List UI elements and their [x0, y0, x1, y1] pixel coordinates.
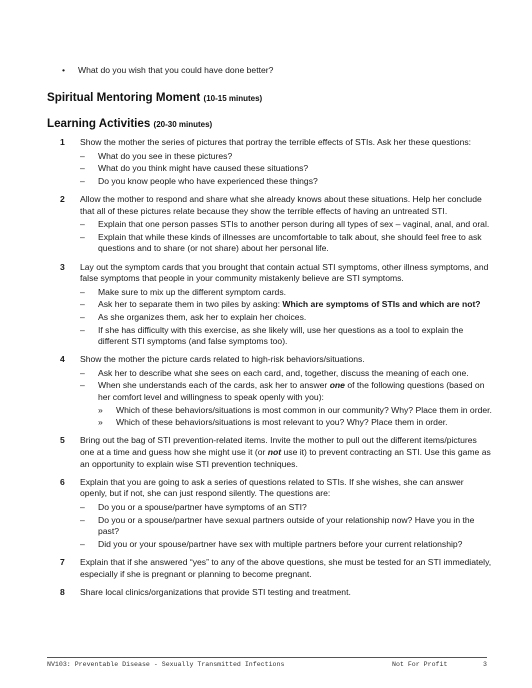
dash-marker: – [80, 380, 85, 391]
list-item [60, 587, 492, 599]
sub-item-text: If she has difficulty with this exercise, as she likely will, use her questions as a tool to explain the different STI symptoms (and false symptoms too). [98, 324, 464, 347]
sorting-question: Which are symptoms of STIs and which are not? [282, 299, 481, 310]
page-footer [47, 657, 487, 668]
item-number: 5 [60, 435, 65, 446]
list-item [60, 477, 492, 551]
list-item [60, 435, 492, 470]
item-text: Show the mother the series of pictures that portray the terrible effects of STIs. Ask her these questions: [80, 137, 472, 147]
dash-marker: – [80, 163, 85, 174]
sub-item [80, 325, 492, 348]
sub-item-text: When she understands each of the cards, ask her to answer [98, 380, 330, 391]
spiritual-heading [47, 91, 262, 104]
sub-item-text: Make sure to mix up the different symptom cards. [98, 286, 287, 297]
item-text: Allow the mother to respond and share what she already knows about these situations. Help her conclude that all of these pictures relate because they show the terrible effects of having an untreated STI. [80, 193, 482, 216]
dash-marker: – [80, 514, 85, 525]
learning-title: Learning Activities [47, 117, 151, 130]
sub-item-text: As she organizes them, ask her to explain her choices. [98, 311, 307, 322]
nested-marker: » [98, 417, 103, 428]
sub-item [80, 368, 492, 380]
sub-item [80, 287, 492, 299]
item-number: 4 [60, 354, 65, 365]
nested-sub-item [98, 405, 492, 417]
list-item [60, 262, 492, 348]
item-number: 7 [60, 556, 65, 567]
sub-item [80, 151, 492, 163]
item-number: 2 [60, 193, 65, 204]
item-text: Explain that if she answered “yes” to any of the above questions, she must be tested for an STI immediately, especially if she is pregnant or planning to become pregnant. [80, 556, 492, 579]
dash-marker: – [80, 175, 85, 186]
sub-item-text: Ask her to separate them in two piles by asking: [98, 299, 283, 310]
sub-item-text: Do you or a spouse/partner have sexual partners outside of your relationship now? Have you in the past? [98, 514, 475, 537]
dash-marker: – [80, 538, 85, 549]
sub-item-text: Ask her to describe what she sees on each card, and, together, discuss the meaning of each one. [98, 367, 469, 378]
item-number: 8 [60, 586, 65, 597]
learning-heading [47, 117, 212, 130]
item-text: Lay out the symptom cards that you brought that contain actual STI symptoms, other illness symptoms, and false symptoms that people in your community mistakenly believe are STI symptoms. [80, 261, 489, 284]
dash-marker: – [80, 150, 85, 161]
dash-marker: – [80, 299, 85, 310]
learning-duration: (20-30 minutes) [153, 120, 213, 129]
item-text: Show the mother the picture cards related to high-risk behaviors/situations. [80, 354, 365, 365]
item-number: 3 [60, 261, 65, 272]
sub-item-text: What do you see in these pictures? [98, 150, 233, 161]
sub-item-text: Do you know people who have experienced these things? [98, 175, 318, 186]
nested-sub-item-text: Which of these behaviors/situations is most common in our community? Why? Place them in order. [116, 404, 492, 415]
item-text: Share local clinics/organizations that provide STI testing and treatment. [80, 586, 351, 597]
sub-item [80, 515, 492, 538]
nested-marker: » [98, 404, 103, 415]
dash-marker: – [80, 324, 85, 335]
bullet-marker: • [62, 65, 66, 75]
sub-item [80, 312, 492, 324]
sub-item [80, 163, 492, 175]
sub-item [80, 299, 492, 311]
dash-marker: – [80, 367, 85, 378]
sub-item [80, 176, 492, 188]
sub-item [80, 380, 492, 428]
sub-item-text: Explain that one person passes STIs to another person during all types of sex – vaginal, anal, and oral. [98, 219, 490, 230]
item-number: 6 [60, 476, 65, 487]
list-item [60, 354, 492, 429]
dash-marker: – [80, 231, 85, 242]
item-text-part: Bring out the bag of STI prevention-related items. Invite the mother to pull out the different items/pictures one at a time and guess how she might use it (or [80, 435, 477, 458]
page-number: 3 [483, 661, 487, 668]
sub-item-text: What do you think might have caused these situations? [98, 163, 309, 174]
sub-item [80, 502, 492, 514]
list-item [60, 137, 492, 187]
dash-marker: – [80, 502, 85, 512]
dash-marker: – [80, 219, 85, 230]
footer-notice: Not For Profit [392, 661, 448, 668]
emphasis-one: one [329, 380, 345, 391]
sub-item [80, 539, 492, 551]
bullet-text: What do you wish that you could have done better? [78, 65, 274, 75]
emphasis-not: not [267, 447, 282, 458]
sub-item-text: of the following questions (based on her comfort level and willingness to speak openly with you): [98, 380, 485, 403]
list-item [60, 557, 492, 580]
spiritual-title: Spiritual Mentoring Moment [47, 91, 201, 104]
item-text [80, 435, 492, 470]
dash-marker: – [80, 286, 85, 297]
sub-item [80, 232, 492, 255]
sub-item [80, 219, 492, 231]
sub-item-text: Do you or a spouse/partner have symptoms of an STI? [98, 502, 307, 512]
sub-item-text: Explain that while these kinds of illnesses are uncomfortable to talk about, she should feel free to ask questions and to share (or not share) about her personal life. [98, 231, 482, 254]
footer-course-title: NV103: Preventable Disease - Sexually Transmitted Infections [47, 661, 285, 668]
spiritual-duration: (10-15 minutes) [203, 94, 263, 103]
dash-marker: – [80, 311, 85, 322]
nested-sub-item [98, 417, 492, 429]
activities-list [60, 137, 492, 605]
item-number: 1 [60, 137, 65, 147]
nested-sub-item-text: Which of these behaviors/situations is most relevant to you? Why? Place them in order. [116, 417, 448, 428]
list-item [60, 194, 492, 255]
item-text-part: use it) to prevent contracting an STI. Use this game as an opportunity to explain wise STI prevention techniques. [80, 447, 491, 469]
sub-item-text: Did you or your spouse/partner have sex with multiple partners before your current relationship? [98, 538, 463, 549]
item-text: Explain that you are going to ask a series of questions related to STIs. If she wishes, she can answer openly, but if not, she can just respond silently. The questions are: [80, 476, 464, 499]
